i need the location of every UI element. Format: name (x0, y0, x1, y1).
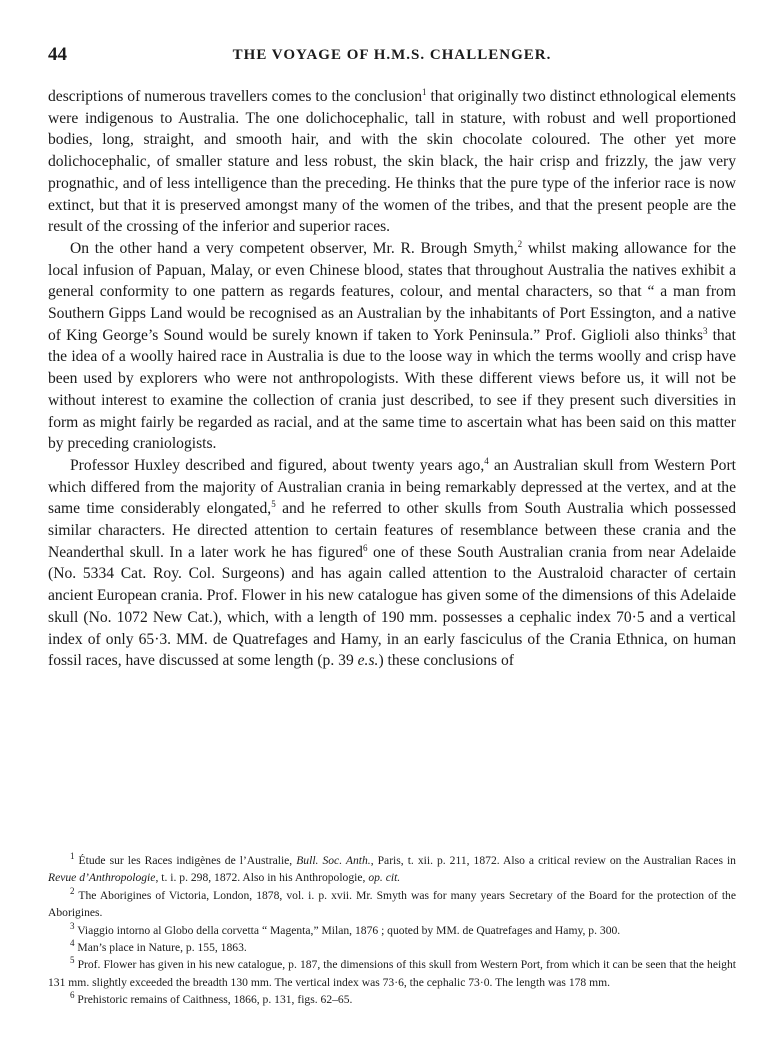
footnote-ref-4: 4 (484, 455, 489, 466)
paragraph-3: Professor Huxley described and figured, about twenty years ago,$^4$ an Australian skull from Western Port which differed from the majority of Australian crania in being remarkably depressed at the vertex, and at the same time considerably elongated,$^5$ and he referred to other skulls from South Australia which possessed similar characters. He directed attention to certain features of resemblance between these crania and the Neanderthal skull. In a later work he has figured$^6$ one of these South Australian crania from near Adelaide (No. 5334 Cat. Roy. Col. Surgeons) and has again called attention to the Australoid character of certain ancient European crania. Prof. Flower in his new catalogue has given some of the dimensions of this Adelaide skull (No. 1072 New Cat.), which, with a length of 190 mm. possesses a cephalic index 70·5 and a vertical index of only 65·3. MM. de Quatrefages and Hamy, in an early fasciculus of the Crania Ethnica, on human fossil races, have discussed at some length (p. 39 e.s.) these conclusions of (48, 455, 736, 670)
footnote-3: $^3$ Viaggio intorno al Globo della corvetta “ Magenta,” Milan, 1876 ; quoted by MM. de Quatrefages and Hamy, p. 300. (70, 920, 621, 937)
footnote-ref-3: 3 (703, 325, 708, 336)
footnote-6: $^6$ Prehistoric remains of Caithness, 1866, p. 131, figs. 62–65. (70, 990, 353, 1007)
paragraph-1: descriptions of numerous travellers comes to the conclusion$^1$ that originally two distinct ethnological elements were indigenous to Australia. The one dolichocephalic, tall in stature, with robust and well proportioned bodies, long, straight, and smooth hair, and with the skin chocolate coloured. The other yet more dolichocephalic, of smaller stature and less robust, the skin black, the hair crisp and frizzly, the jaw very prognathic, and of less intelligence than the preceding. He thinks that the pure type of the inferior race is now extinct, but that it is preserved amongst many of the women of the tribes, and that the present people are the result of the crossing of the inferior and superior races. (48, 86, 736, 236)
running-title: THE VOYAGE OF H.M.S. CHALLENGER. (232, 47, 552, 63)
footnote-ref-6: 6 (362, 542, 368, 553)
footnote-1: $^1$ Étude sur les Races indigènes de l’Australie, Bull. Soc. Anth., Paris, t. xii. p. 211, 1872. Also a critical review on the Australian Races in Revue d’Anthropologie, t. i. p. 298, 1872. Also in his Anthropologie, op. cit. (48, 851, 736, 885)
footnote-ref-5: 5 (271, 499, 276, 510)
footnote-2: $^2$ The Aborigines of Victoria, London, 1878, vol. i. p. xvii. Mr. Smyth was for many years Secretary of the Board for the protection of the Aborigines. (48, 885, 736, 920)
footnote-ref-2: 2 (517, 238, 523, 249)
footnote-4: $^4$ Man’s place in Nature, p. 155, 1863. (70, 938, 247, 955)
page-number: 44 (48, 44, 67, 65)
paragraph-2: On the other hand a very competent observer, Mr. R. Brough Smyth,$^2$ whilst making allowance for the local infusion of Papuan, Malay, or even Chinese blood, states that throughout Australia the natives exhibit a general conformity to one pattern as regards features, colour, and mental characters, so that “ a man from Southern Gipps Land would be recognised as an Australian by the inhabitants of Port Essington, and a native of King George’s Sound would be surely known if taken to York Peninsula.” Prof. Giglioli also thinks$^3$ that the idea of a woolly haired race in Australia is due to the loose way in which the terms woolly and crisp have been used by explorers who were not anthropologists. With these different views before us, it will not be without interest to examine the collection of crania just described, to see if they present such diversities in form as might fairly be regarded as racial, and at the same time to ascertain what has been said on this matter by preceding craniologists. (48, 238, 737, 453)
footnote-ref-1: 1 (422, 86, 427, 97)
footnote-5: $^5$ Prof. Flower has given in his new catalogue, p. 187, the dimensions of this skull from Western Port, from which it can be seen that the height 131 mm. slightly exceeded the breadth 130 mm. The vertical index was 73·6, the cephalic 73·0. The length was 178 mm. (48, 955, 736, 989)
main-text (48, 86, 736, 672)
page-header (48, 44, 736, 68)
footnotes (48, 852, 736, 1009)
